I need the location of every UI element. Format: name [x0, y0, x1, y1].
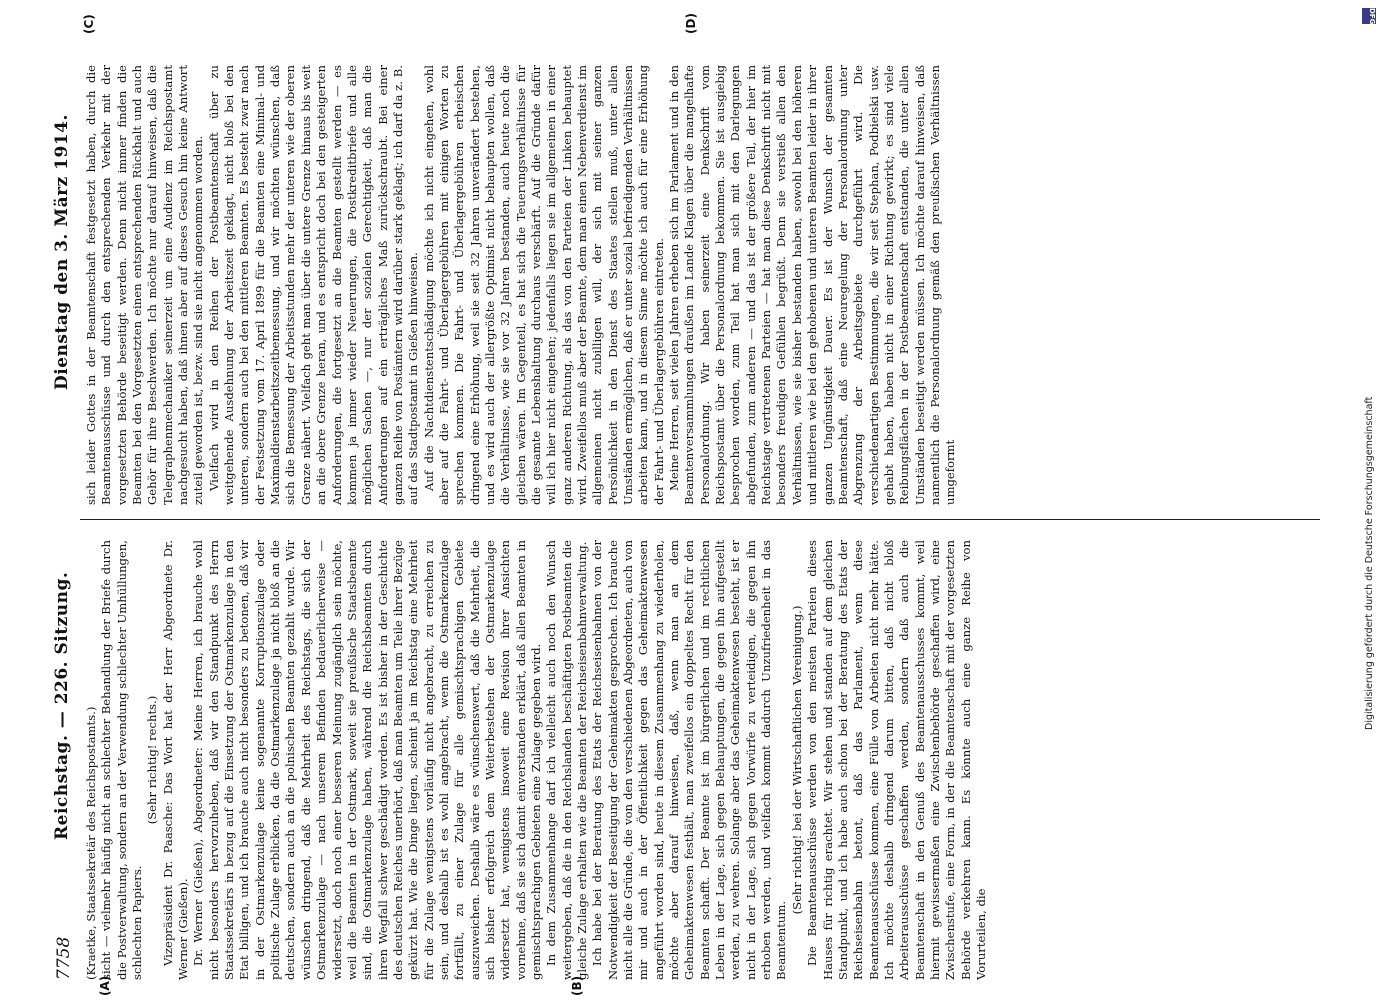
marker-b: (B): [570, 975, 584, 996]
paragraph: Vielfach wird in den Reihen der Postbeamtenschaft über zu weitgehende Ausdehnung der Arbeitszeit geklagt, nicht bloß bei den unteren, sondern auch bei den mittleren Beamten. Es besteht zwar nach der Festsetzung vom 17. April 1899 für die Beamten eine Minimal- und Maximaldienstarbeitszeitbemessung, und wir möchten wünschen, daß sich die Bemessung der Arbeitsstunden mehr der unteren wie der oberen Grenze nähert. Vielfach geht man über die untere Grenze hinaus bis weit an die obere Grenze heran, und es entspricht doch bei den gesteigerten Anforderungen, die fortgesetzt an die Beamten gestellt werden — es kommen ja immer wieder Neuerungen, die Postkreditbriefe und alle möglichen Sachen —, nur der sozialen Gerechtigkeit, daß man die Anforderungen auf ein erträgliches Maß zurückschraubt. Bei einer ganzen Reihe von Postämtern wird darüber stark geklagt; ich darf da z. B. auf das Stadtpostamt in Gießen hinweisen.: [206, 65, 421, 505]
interjection: (Sehr richtig! bei der Wirtschaftlichen Vereinigung.): [789, 605, 804, 915]
marker-c: (C): [82, 14, 96, 34]
right-column: [84, 65, 959, 505]
column-divider: [80, 519, 1320, 520]
page-header: [52, 45, 82, 980]
paragraph: Auf die Nachtdienstentschädigung möchte ich nicht eingehen, wohl aber auf die Fahrt- und Überlagergebühren mit einigen Worten zu sprechen kommen. Die Fahrt- und Überlagergebühren erheischen dringend eine Erhöhung, weil sie seit 32 Jahren unverändert bestehen, und es wird auch der allergrößte Optimist nicht behaupten wollen, daß die Verhältnisse, wie sie vor 32 Jahren bestanden, auch heute noch die gleichen wären. Im Gegenteil, es hat sich die Teuerungsverhältnisse für die gesamte Lebenshaltung durchaus verschärft. Auf die Gründe dafür will ich hier nicht eingehen; jedenfalls liegen sie im allgemeinen in einer ganz anderen Richtung, als das von den Parteien der Linken behauptet wird. Zweifellos muß aber der Beamte, dem man einen Nebenverdienst im allgemeinen nicht zubilligen will, der sich mit seiner ganzen Persönlichkeit in den Dienst des Staates stellen muß, unter allen Umständen ermöglichen, daß er unter sozial befriedigenden Verhältnissen arbeiten kann, und in diesem Sinne möchte ich auch für eine Erhöhung der Fahrt- und Überlagergebühren eintreten.: [421, 65, 666, 505]
marker-a: (A): [98, 975, 112, 996]
paragraph: Dr. Werner (Gießen), Abgeordneter: Meine Herren, ich brauche wohl nicht besonders hervorzuheben, daß wir den Standpunkt des Herrn Staatssekretärs in bezug auf die Einsetzung der Ostmarkenzulage in den Etat billigen, und ich brauche auch nicht besonders zu betonen, daß wir in der Ostmarkenzulage keine sogenannte Korruptionszulage oder politische Zulage erblicken, da die Ostmarkenzulage ja nicht bloß an die deutschen, sondern auch an die polnischen Beamten gezahlt wurde. Wir wünschen dringend, daß die Mehrheit des Reichstags, die sich der Ostmarkenzulage — nach unserem Befinden bedauerlicherweise — widersetzt, doch noch einer besseren Meinung zugänglich sein möchte, weil die Beamten in der Ostmark, soweit sie preußische Staatsbeamte sind, die Ostmarkenzulage haben, während die Reichsbeamten durch ihren Wegfall schwer geschädigt worden. Es ist bisher in der Geschichte des deutschen Reiches unerhört, daß man Beamten um Teile ihrer Bezüge gekürzt hat. Wie die Dinge liegen, scheint ja im Reichstag eine Mehrheit für die Zulage wenigstens vorläufig nicht angebracht, zu erreichen zu sein, und deshalb ist es wohl angebracht, wenn die Ostmarkenzulage fortfällt, zu einer Zulage für alle gemischtsprachigen Gebiete auszuweichen. Deshalb wäre es wünschenswert, daß die Mehrheit, die sich bisher erfolgreich dem Weiterbestehen der Ostmarkenzulage widersetzt hat, wenigstens insoweit eine Revision ihrer Ansichten vornehme, daß sie sich damit einverstanden erklärt, daß allen Beamten in gemischtsprachigen Gebieten eine Zulage gegeben wird.: [191, 540, 543, 980]
session-title: Reichstag. — 226. Sitzung.: [52, 571, 72, 840]
paragraph: In dem Zusammenhange darf ich vielleicht auch noch den Wunsch weitergeben, daß die in den Reichslanden beschäftigten Postbeamten die gleiche Zulage erhalten wie die Beamten der Reichseisenbahnverwaltung.: [544, 540, 589, 980]
newspaper-page: [52, 13, 1330, 996]
dfg-logo: DFG: [1362, 8, 1376, 24]
digitization-credit: Digitalisierung gefördert durch die Deutsche Forschungsgemeinschaft: [1364, 396, 1375, 730]
marker-d: (D): [684, 13, 698, 34]
interjection: (Sehr richtig! rechts.): [145, 695, 160, 825]
paragraph: sicht — vielmehr häufig nicht an schlechter Behandlung der Briefe durch die Postverwaltung, sondern an der Verwendung schlechter Umhüllungen, schlechten Papiers.: [99, 540, 145, 980]
paragraph: sich leider Gottes in der Beamtenschaft festgesetzt haben, durch die Beamtenausschüsse und durch den entsprechenden Verkehr mit der vorgesetzten Behörde beseitigt werden. Denn nicht immer finden die Beamten bei den Vorgesetzten einen entsprechenden Rückhalt und auch Gehör für ihre Beschwerden. Ich möchte nur darauf hinweisen, daß die Telegraphenmechaniker seinerzeit um eine Audienz im Reichspostamt nachgesucht haben, daß ihnen aber auf dieses Gesuch hin keine Antwort zuteil geworden ist, bezw. sind sie nicht angenommen worden.: [84, 65, 206, 505]
speaker-note: (Kraetke, Staatssekretär des Reichspostamts.): [84, 706, 98, 980]
paragraph: Meine Herren, seit vielen Jahren erheben sich im Parlament und in den Beamtenversammlungen draußen im Lande Klagen über die mangelhafte Personalordnung. Wir haben seinerzeit eine Denkschrift vom Reichspostamt über die Personalordnung bekommen. Sie ist ausgiebig besprochen worden, zum Teil hat man sich mit den Darlegungen abgefunden, zum anderen — und das ist der größere Teil, der hier im Reichstage vertretenen Parteien — hat man diese Denkschrift nicht mit besonders freudigen Gefühlen begrüßt. Denn sie verstieß allen den Verhältnissen, wie sie bisher bestanden haben, sowohl bei den höheren und mittleren wie bei den gehobenen und unteren Beamten leider in ihrer ganzen Ungünstigkeit Dauer. Es ist der Wunsch der gesamten Beamtenschaft, daß eine Neuregelung der Personalordnung unter Abgrenzung der Arbeitsgebiete durchgeführt wird. Die verschiedenartigen Bestimmungen, die wir seit Stephan, Podbielski usw. gehabt haben, haben nicht in einer Richtung gewirkt; es sind viele Reibungsflächen in der Postbeamtenschaft entstanden, die unter allen Umständen beseitigt werden müssen. Ich möchte darauf hinweisen, daß namentlich die Personalordnung gemäß den preußischen Verhältnissen umgeformt: [667, 65, 958, 505]
paragraph: Vizepräsident Dr. Paasche: Das Wort hat der Herr Abgeordnete Dr. Werner (Gießen).: [160, 540, 191, 980]
paragraph: Die Beamtenausschüsse werden von den meisten Parteien dieses Hauses für richtig erachtet. Wir stehen und standen auf dem gleichen Standpunkt, und ich habe auch schon bei der Beratung des Etats der Reichseisenbahn betont, daß das Parlament, wenn diese Beamtenausschüsse kommen, eine Fülle von Arbeiten nicht mehr hätte. Ich möchte deshalb dringend darum bitten, daß nicht bloß Arbeiterausschüsse geschaffen werden, sondern daß auch die Beamtenschaft in den Genuß des Beamtenausschusses kommt, weil hiermit gewissermaßen eine Zwischenbehörde geschaffen wird, eine Zwischenstufe, eine Form, in der die Beamtenschaft mit der vorgesetzten Behörde verkehren kann. Es könnte auch eine ganze Reihe von Vorurteilen, die: [805, 540, 988, 980]
page-number: 7758: [54, 936, 74, 980]
left-column: [84, 540, 989, 980]
paragraph: Ich habe bei der Beratung des Etats der Reichseisenbahnen von der Notwendigkeit der Beseitigung der Geheimakten gesprochen. Ich brauche nicht alle die Gründe, die von den verschiedenen Abgeordneten, auch von mir und auch in der Öffentlichkeit gegen das Geheimaktenwesen angeführt worden sind, heute in diesem Zusammenhang zu wiederholen, möchte aber darauf hinweisen, daß, wenn man an dem Geheimaktenwesen festhält, man zweifellos ein doppeltes Recht für den Beamten schafft. Der Beamte ist im bürgerlichen und im rechtlichen Leben in der Lage, sich gegen Behauptungen, die gegen ihn aufgestellt werden, zu wehren. Solange aber das Geheimaktenwesen besteht, ist er nicht in der Lage, sich gegen Vorwürfe zu verteidigen, die gegen ihn erhoben werden, und vielfach kommt dadurch Unzufriedenheit in das Beamtentum.: [590, 540, 789, 980]
session-date: Dienstag den 3. März 1914.: [52, 114, 72, 390]
